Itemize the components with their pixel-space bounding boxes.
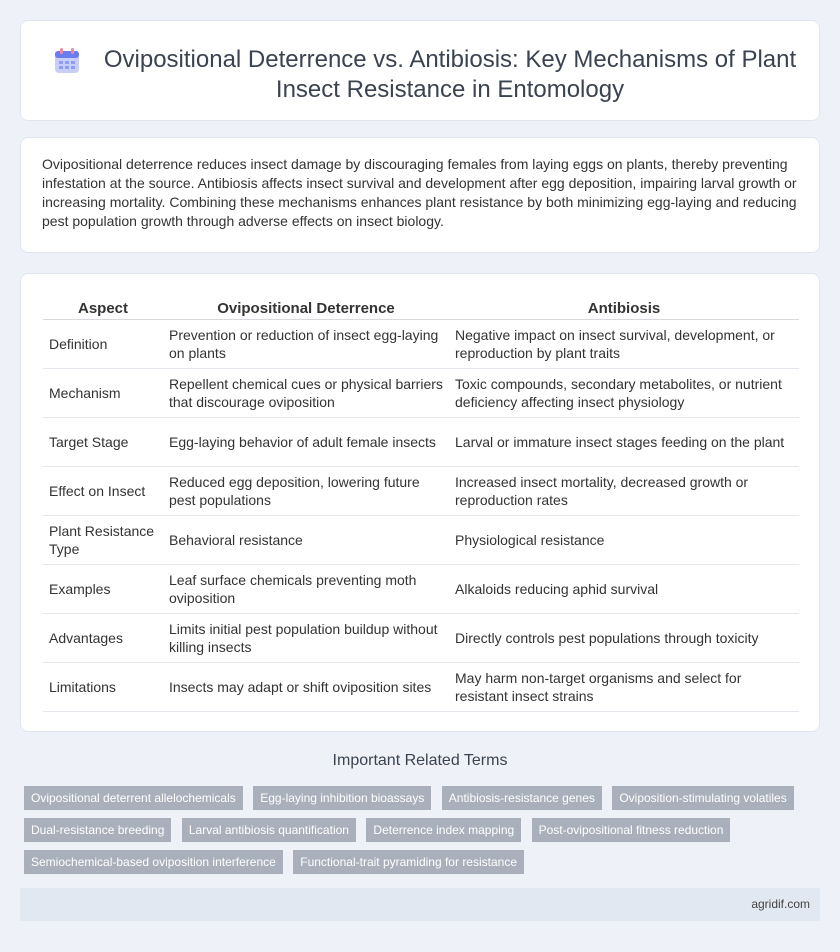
related-term-tag[interactable]: Ovipositional deterrent allelochemicals — [24, 786, 243, 810]
related-terms-heading: Important Related Terms — [332, 752, 508, 769]
row-aspect: Advantages — [43, 614, 163, 663]
related-term-tag[interactable]: Deterrence index mapping — [366, 818, 521, 842]
column-header-ovipositional-deterrence: Ovipositional Deterrence — [163, 298, 449, 320]
related-term-tag[interactable]: Egg-laying inhibition bioassays — [253, 786, 431, 810]
related-term-tag[interactable]: Post-ovipositional fitness reduction — [532, 818, 731, 842]
intro-card — [20, 137, 820, 253]
related-term-tag[interactable]: Antibiosis-resistance genes — [442, 786, 602, 810]
column-header-aspect: Aspect — [43, 298, 163, 320]
related-term-tag[interactable]: Dual-resistance breeding — [24, 818, 171, 842]
intro-paragraph: Ovipositional deterrence reduces insect damage by discouraging females from laying eggs on plants, thereby preventing infestation at the source. Antibiosis affects insect survival and development after egg deposition, impairing larval growth or increasing mortality. Combining these mechanisms enhances plant resistance by both minimizing egg-laying and reducing pest population growth through adverse effects on insect biology. — [42, 156, 797, 229]
table-row — [43, 467, 799, 516]
row-ovipositional-deterrence: Limits initial pest population buildup without killing insects — [163, 614, 449, 663]
related-term-tag[interactable]: Oviposition-stimulating volatiles — [612, 786, 793, 810]
table-row — [43, 516, 799, 565]
row-antibiosis: Physiological resistance — [449, 516, 799, 565]
comparison-table — [43, 298, 799, 712]
table-row — [43, 663, 799, 712]
row-aspect: Plant Resistance Type — [43, 516, 163, 565]
row-aspect: Effect on Insect — [43, 467, 163, 516]
related-term-tag[interactable]: Functional-trait pyramiding for resistance — [293, 850, 524, 874]
row-aspect: Definition — [43, 320, 163, 369]
header-card — [20, 20, 820, 121]
related-term-tag[interactable]: Larval antibiosis quantification — [182, 818, 356, 842]
row-antibiosis: Larval or immature insect stages feeding on the plant — [449, 418, 799, 467]
row-ovipositional-deterrence: Insects may adapt or shift oviposition sites — [163, 663, 449, 712]
table-row — [43, 320, 799, 369]
related-terms-list — [24, 786, 804, 882]
table-row — [43, 565, 799, 614]
calendar-icon — [53, 47, 81, 75]
row-antibiosis: Toxic compounds, secondary metabolites, or nutrient deficiency affecting insect physiology — [449, 369, 799, 418]
table-header-row — [43, 298, 799, 320]
row-aspect: Limitations — [43, 663, 163, 712]
row-aspect: Mechanism — [43, 369, 163, 418]
row-ovipositional-deterrence: Repellent chemical cues or physical barriers that discourage oviposition — [163, 369, 449, 418]
row-antibiosis: Increased insect mortality, decreased growth or reproduction rates — [449, 467, 799, 516]
footer — [20, 888, 820, 921]
page-title: Ovipositional Deterrence vs. Antibiosis: Key Mechanisms of Plant Insect Resistance in Entomology — [103, 46, 797, 103]
table-row — [43, 614, 799, 663]
row-aspect: Examples — [43, 565, 163, 614]
row-antibiosis: Negative impact on insect survival, development, or reproduction by plant traits — [449, 320, 799, 369]
row-antibiosis: Alkaloids reducing aphid survival — [449, 565, 799, 614]
row-aspect: Target Stage — [43, 418, 163, 467]
table-row — [43, 369, 799, 418]
row-ovipositional-deterrence: Behavioral resistance — [163, 516, 449, 565]
comparison-table-card — [20, 273, 820, 732]
column-header-antibiosis: Antibiosis — [449, 298, 799, 320]
row-antibiosis: May harm non-target organisms and select for resistant insect strains — [449, 663, 799, 712]
row-ovipositional-deterrence: Prevention or reduction of insect egg-laying on plants — [163, 320, 449, 369]
footer-site-link[interactable]: agridif.com — [751, 897, 810, 911]
row-ovipositional-deterrence: Leaf surface chemicals preventing moth oviposition — [163, 565, 449, 614]
related-term-tag[interactable]: Semiochemical-based oviposition interference — [24, 850, 283, 874]
table-row — [43, 418, 799, 467]
row-antibiosis: Directly controls pest populations through toxicity — [449, 614, 799, 663]
row-ovipositional-deterrence: Egg-laying behavior of adult female insects — [163, 418, 449, 467]
row-ovipositional-deterrence: Reduced egg deposition, lowering future pest populations — [163, 467, 449, 516]
